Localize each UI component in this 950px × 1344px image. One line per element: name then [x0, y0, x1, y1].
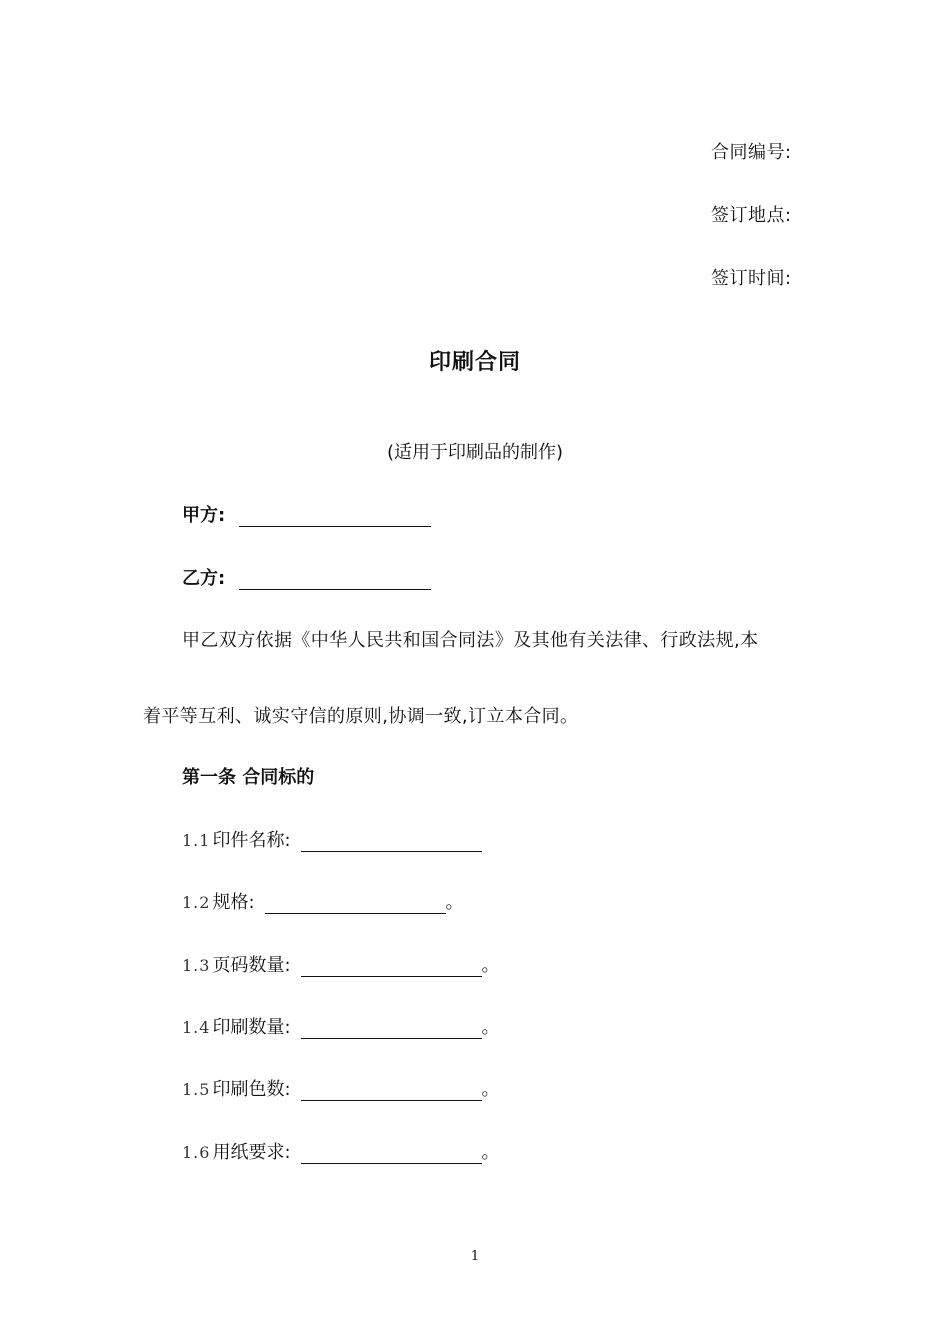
list-item [182, 1138, 500, 1164]
party-b-blank [239, 569, 431, 590]
item-blank [301, 831, 482, 852]
party-b-row [182, 564, 431, 590]
document-title: 印刷合同 [428, 350, 521, 375]
sign-time-label: 签订时间: [711, 268, 792, 289]
item-blank [301, 956, 482, 977]
item-label: 用纸要求: [212, 1142, 291, 1163]
item-number: 1.4 [182, 1018, 211, 1037]
party-b-label: 乙方: [182, 568, 226, 589]
item-suffix: 。 [481, 955, 500, 976]
party-a-blank [239, 506, 431, 527]
party-a-row [182, 501, 431, 527]
document-subtitle: (适用于印刷品的制作) [386, 442, 564, 463]
preamble-line-1: 甲乙双方依据《中华人民共和国合同法》及其他有关法律、行政法规,本 [182, 630, 759, 651]
list-item [182, 951, 500, 977]
item-number: 1.3 [182, 956, 211, 975]
item-blank [265, 893, 446, 914]
item-number: 1.6 [182, 1143, 211, 1162]
item-label: 页码数量: [212, 955, 291, 976]
item-blank [301, 1018, 482, 1039]
contract-number-label: 合同编号: [711, 142, 792, 163]
item-suffix: 。 [481, 1142, 500, 1163]
party-a-label: 甲方: [182, 505, 226, 526]
item-number: 1.2 [182, 893, 211, 912]
article-1-heading: 第一条 合同标的 [182, 767, 315, 788]
item-suffix: 。 [445, 892, 464, 913]
list-item [182, 1075, 500, 1101]
item-number: 1.5 [182, 1080, 211, 1099]
preamble-line-2: 着平等互利、诚实守信的原则,协调一致,订立本合同。 [143, 706, 579, 727]
list-item [182, 1013, 500, 1039]
item-number: 1.1 [182, 831, 211, 850]
item-label: 印件名称: [212, 830, 291, 851]
item-label: 印刷数量: [212, 1017, 291, 1038]
item-suffix: 。 [481, 1079, 500, 1100]
item-label: 规格: [212, 892, 255, 913]
list-item [182, 826, 482, 852]
item-label: 印刷色数: [212, 1079, 291, 1100]
sign-place-label: 签订地点: [711, 205, 792, 226]
item-suffix: 。 [481, 1017, 500, 1038]
item-blank [301, 1080, 482, 1101]
list-item [182, 888, 464, 914]
page-number: 1 [470, 1249, 480, 1264]
item-blank [301, 1143, 482, 1164]
